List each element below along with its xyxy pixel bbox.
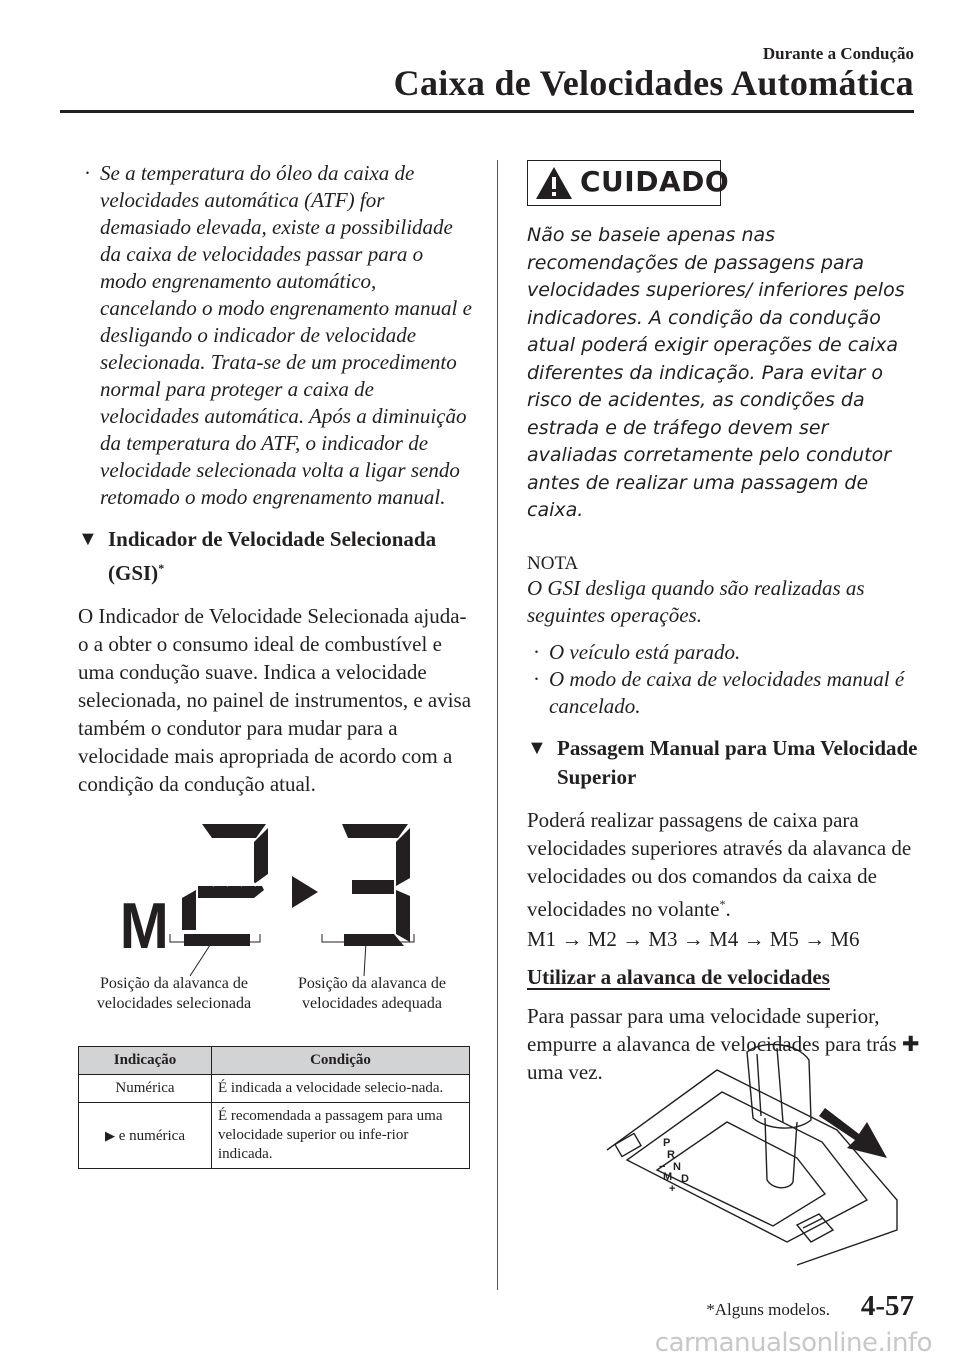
upshift-text: [527, 806, 922, 923]
nota-bullet-text: O modo de caixa de velocidades manual é cancelado.: [549, 666, 905, 718]
gsi-heading: [78, 525, 473, 588]
table-header-indication: Indicação: [79, 1047, 212, 1075]
nota-label: NOTA: [527, 552, 579, 574]
table-cell-condition: É recomendada a passagem para uma velocidade superior ou infe-rior indicada.: [212, 1103, 470, 1169]
gsi-mode-letter: M: [119, 890, 169, 963]
gate-label-n: N: [673, 1161, 681, 1173]
caption-selected-gear: [78, 974, 270, 1014]
gsi-table: [78, 1046, 470, 1169]
warning-triangle-icon: [534, 165, 574, 201]
upshift-text-end: .: [725, 896, 731, 921]
right-column: [527, 160, 922, 1195]
nota-bullet: [527, 666, 922, 720]
upshift-heading: [527, 734, 922, 792]
gsi-heading-mark: *: [158, 561, 165, 575]
lever-text-b: uma vez.: [527, 1059, 603, 1084]
table-cell-indication-text: e numérica: [118, 1127, 185, 1144]
caution-label: CUIDADO: [580, 165, 730, 198]
section-title: Durante a Condução: [762, 44, 914, 63]
play-arrow-icon: ▶: [105, 1127, 116, 1143]
gate-label-minus: −: [659, 1161, 666, 1173]
upshift-heading-text: Passagem Manual para Uma Velocidade Superior: [557, 735, 918, 789]
bullet-dot-icon: ·: [533, 639, 540, 664]
table-row: [79, 1103, 470, 1169]
watermark: carmanualsonline.info: [654, 1328, 932, 1358]
triangle-down-icon: ▼: [527, 736, 547, 759]
gsi-text: O Indicador de Velocidade Selecionada ajuda-o a obter o consumo ideal de combustível e uma condução suave. Indica a velocidade selecionada, no painel de instrumentos, e avisa também o condutor para mudar para a velocidade mais apropriada de acordo com a condição da condução atual.: [78, 604, 472, 796]
caution-banner: [527, 160, 730, 206]
table-header-row: [79, 1047, 470, 1075]
gate-label-d: D: [681, 1173, 689, 1185]
gate-label-m: M: [663, 1171, 673, 1183]
nota-bullet-text: O veículo está parado.: [549, 639, 741, 664]
caption-suggested-line-1: Posição da alavanca de: [298, 975, 446, 992]
caution-text: Não se baseie apenas nas recomendações de passagens para velocidades superiores/ inferiores pelos indicadores. A condição da condução atual poderá exigir operações de caixa diferentes da indicação. Para evitar o risco de acidentes, as condições da estrada e de tráfego devem ser avaliadas corretamente pelo condutor antes de realizar uma passagem de caixa.: [527, 224, 905, 521]
lever-text-a: Para passar para uma velocidade superior, empurre a alavanca de velocidades para trás: [527, 1003, 897, 1056]
shift-lever-illustration: [597, 1030, 927, 1270]
atf-bullet: [78, 160, 473, 511]
left-column: [78, 160, 473, 1169]
upshift-text-main: Poderá realizar passagens de caixa para velocidades superiores através da alavanca de velocidades ou dos comandos da caixa de velocidades no volante: [527, 807, 912, 921]
caption-suggested-line-2: velocidades adequada: [302, 995, 442, 1012]
caption-suggested-gear: [282, 974, 462, 1014]
gsi-figure: [78, 824, 473, 1034]
gear-sequence: M1 → M2 → M3 → M4 → M5 → M6: [527, 926, 860, 951]
table-cell-indication: [79, 1103, 212, 1169]
table-cell-condition: É indicada a velocidade selecio-nada.: [212, 1075, 470, 1103]
gsi-heading-text: Indicador de Velocidade Selecionada (GSI): [108, 527, 437, 585]
page-title: Caixa de Velocidades Automática: [393, 63, 914, 103]
header-rule: [60, 110, 914, 113]
footnote: *Alguns modelos.: [706, 1300, 830, 1319]
table-row: [79, 1075, 470, 1103]
triangle-down-icon: ▼: [78, 528, 98, 550]
plus-icon: ✚: [901, 1031, 920, 1056]
caption-selected-line-2: velocidades selecionada: [96, 995, 252, 1012]
table-header-condition: Condição: [212, 1047, 470, 1075]
bullet-dot-icon: ·: [533, 666, 540, 691]
gsi-arrow-icon: [292, 876, 318, 908]
atf-bullet-text: Se a temperatura do óleo da caixa de velocidades automática (ATF) for demasiado elevada, existe a possibilidade da caixa de velocidades passar para o modo engrenamento automático, cancelando o modo engrenamento manual e desligando o indicador de velocidade selecionada. Trata-se de um procedimento normal para proteger a caixa de velocidades automática. Após a diminuição da temperatura do ATF, o indicador de velocidade selecionada volta a ligar sendo retomado o modo engrenamento manual.: [100, 161, 472, 509]
gate-label-plus: +: [669, 1183, 676, 1195]
nota-bullet: [527, 639, 922, 666]
upshift-text-mark: *: [719, 896, 726, 911]
page-number: 4-57: [860, 1290, 914, 1322]
caption-selected-line-1: Posição da alavanca de: [100, 975, 248, 992]
gsi-suggested-gear-digit: [342, 824, 410, 946]
nota-text: O GSI desliga quando são realizadas as seguintes operações.: [527, 575, 865, 627]
bullet-dot-icon: ·: [84, 161, 91, 185]
column-divider: [497, 160, 498, 1290]
table-cell-indication: Numérica: [79, 1075, 212, 1103]
lever-heading: Utilizar a alavanca de velocidades: [527, 964, 830, 989]
gate-label-r: R: [667, 1149, 675, 1161]
gate-label-p: P: [663, 1137, 671, 1149]
gsi-current-gear-digit: [182, 824, 268, 946]
